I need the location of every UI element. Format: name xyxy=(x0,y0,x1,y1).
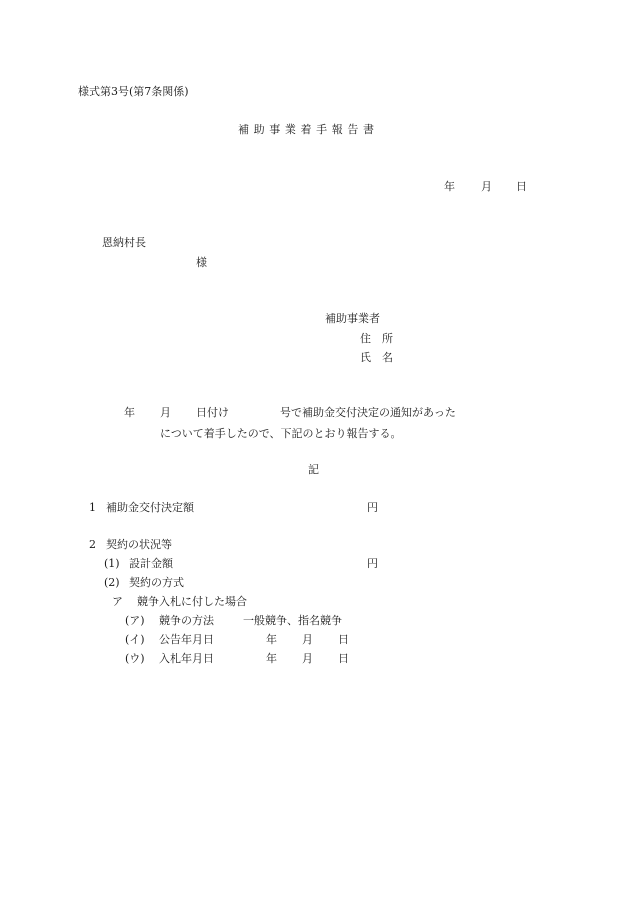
item-a3-day: 日 xyxy=(338,652,349,665)
item-a1-value: 一般競争、指名競争 xyxy=(243,614,342,627)
sub2-label: 契約の方式 xyxy=(129,576,184,589)
addressee-name: 恩納村長 xyxy=(102,236,146,249)
item-a-number: ア xyxy=(112,595,123,608)
sub2-number: (2) xyxy=(104,576,120,589)
item1-label: 補助金交付決定額 xyxy=(106,501,194,514)
item-a3-month: 月 xyxy=(302,652,313,665)
item-a-label: 競争入札に付した場合 xyxy=(137,595,247,608)
body-dated: 日付け xyxy=(196,406,229,419)
item2-label: 契約の状況等 xyxy=(106,538,172,551)
item-a3-label: 入札年月日 xyxy=(159,652,214,665)
date-day: 日 xyxy=(516,180,527,193)
form-number: 様式第3号(第7条関係) xyxy=(78,85,189,98)
sub1-label: 設計金額 xyxy=(129,557,173,570)
item-a2-label: 公告年月日 xyxy=(159,633,214,646)
body-year: 年 xyxy=(124,406,135,419)
body-month: 月 xyxy=(160,406,171,419)
item-a2-month: 月 xyxy=(302,633,313,646)
date-year: 年 xyxy=(444,180,455,193)
item-a2-number: (イ) xyxy=(125,633,145,646)
body-line2: について着手したので、下記のとおり報告する。 xyxy=(160,427,402,440)
item-a3-number: (ウ) xyxy=(125,652,145,665)
sub1-unit: 円 xyxy=(367,557,378,570)
addressee-honorific: 様 xyxy=(196,256,207,269)
sub1-number: (1) xyxy=(104,557,120,570)
ki-marker: 記 xyxy=(308,463,319,476)
body-line1-text: 号で補助金交付決定の通知があった xyxy=(280,406,456,419)
applicant-heading: 補助事業者 xyxy=(325,312,380,325)
item-a2-year: 年 xyxy=(266,633,277,646)
item2-number: 2 xyxy=(89,538,96,551)
item-a2-day: 日 xyxy=(338,633,349,646)
address-label: 住 所 xyxy=(360,332,393,345)
item1-unit: 円 xyxy=(367,501,378,514)
document-title: 補助事業着手報告書 xyxy=(238,123,379,136)
item-a1-number: (ア) xyxy=(125,614,145,627)
item1-number: 1 xyxy=(89,501,96,514)
item-a3-year: 年 xyxy=(266,652,277,665)
date-month: 月 xyxy=(481,180,492,193)
item-a1-label: 競争の方法 xyxy=(159,614,214,627)
name-label: 氏 名 xyxy=(360,351,393,364)
